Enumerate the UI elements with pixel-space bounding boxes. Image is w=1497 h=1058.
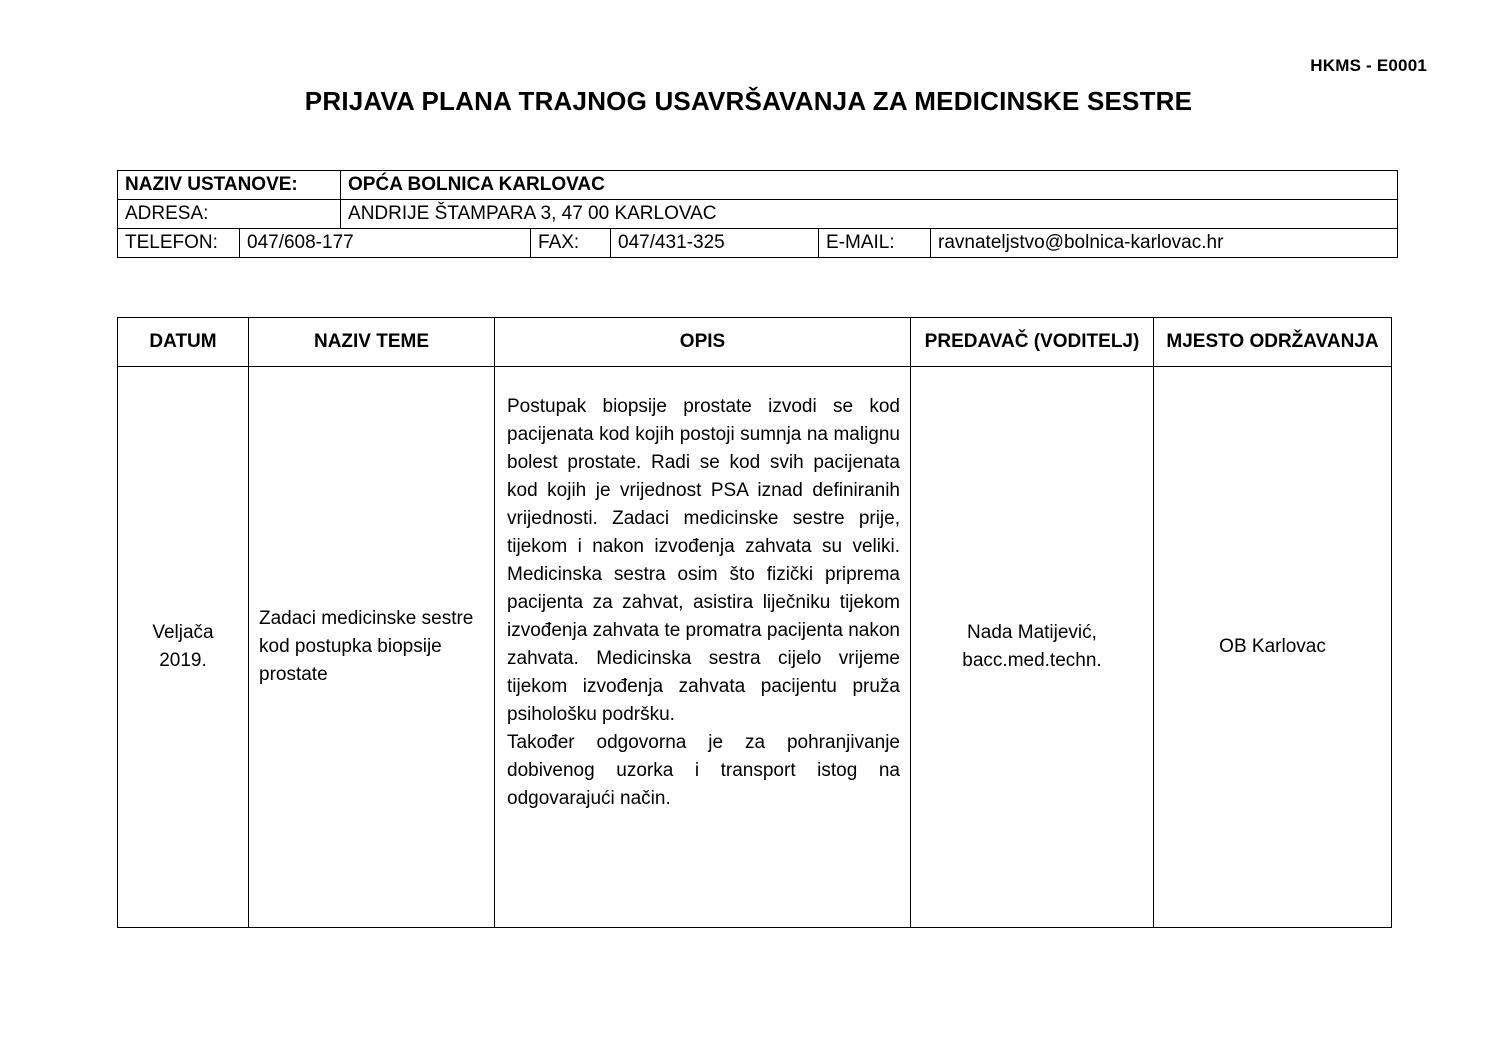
phone-label: TELEFON: — [118, 229, 240, 258]
description-paragraph-2: Također odgovorna je za pohranjivanje dobivenog uzorka i transport istog na odgovarajući način. — [507, 732, 900, 809]
fax-value: 047/431-325 — [611, 229, 819, 258]
email-value: ravnateljstvo@bolnica-karlovac.hr — [931, 229, 1398, 258]
description-paragraph-1: Postupak biopsije prostate izvodi se kod pacijenata kod kojih postoji sumnja na malignu bolest prostate. Radi se kod svih pacijenata kod kojih je vrijednost PSA iznad definiranih vrijednosti. Zadaci medicinske sestre prije, tijekom i nakon izvođenja zahvata su veliki. Medicinska sestra osim što fizički priprema pacijenta za zahvat, asistira liječniku tijekom izvođenja zahvata te promatra pacijenta nakon zahvata. Medicinska sestra cijelo vrijeme tijekom izvođenja zahvata pacijentu pruža psihološku podršku. — [507, 396, 900, 725]
institution-name-label: NAZIV USTANOVE: — [118, 171, 341, 200]
plan-header-row — [118, 318, 1392, 367]
column-header-description: OPIS — [495, 318, 911, 367]
phone-value: 047/608-177 — [240, 229, 531, 258]
institution-name-row — [118, 171, 1398, 200]
institution-address-row — [118, 200, 1398, 229]
column-header-lecturer: PREDAVAČ (VODITELJ) — [911, 318, 1154, 367]
institution-address-label: ADRESA: — [118, 200, 341, 229]
institution-contact-row — [118, 229, 1398, 258]
institution-name-value: OPĆA BOLNICA KARLOVAC — [341, 171, 1398, 200]
email-label: E-MAIL: — [819, 229, 931, 258]
row-topic: Zadaci medicinske sestre kod postupka biopsije prostate — [249, 367, 495, 928]
document-title: PRIJAVA PLANA TRAJNOG USAVRŠAVANJA ZA MEDICINSKE SESTRE — [304, 86, 1193, 116]
education-plan-table — [117, 317, 1392, 928]
column-header-location: MJESTO ODRŽAVANJA — [1154, 318, 1392, 367]
table-row — [118, 367, 1392, 928]
fax-label: FAX: — [531, 229, 611, 258]
column-header-topic: NAZIV TEME — [249, 318, 495, 367]
row-location: OB Karlovac — [1154, 367, 1392, 928]
row-date: Veljača 2019. — [118, 367, 249, 928]
document-code: HKMS - E0001 — [1310, 56, 1427, 75]
institution-info-table — [117, 170, 1398, 258]
column-header-date: DATUM — [118, 318, 249, 367]
institution-address-value: ANDRIJE ŠTAMPARA 3, 47 00 KARLOVAC — [341, 200, 1398, 229]
row-lecturer: Nada Matijević, bacc.med.techn. — [911, 367, 1154, 928]
row-description — [495, 367, 911, 928]
